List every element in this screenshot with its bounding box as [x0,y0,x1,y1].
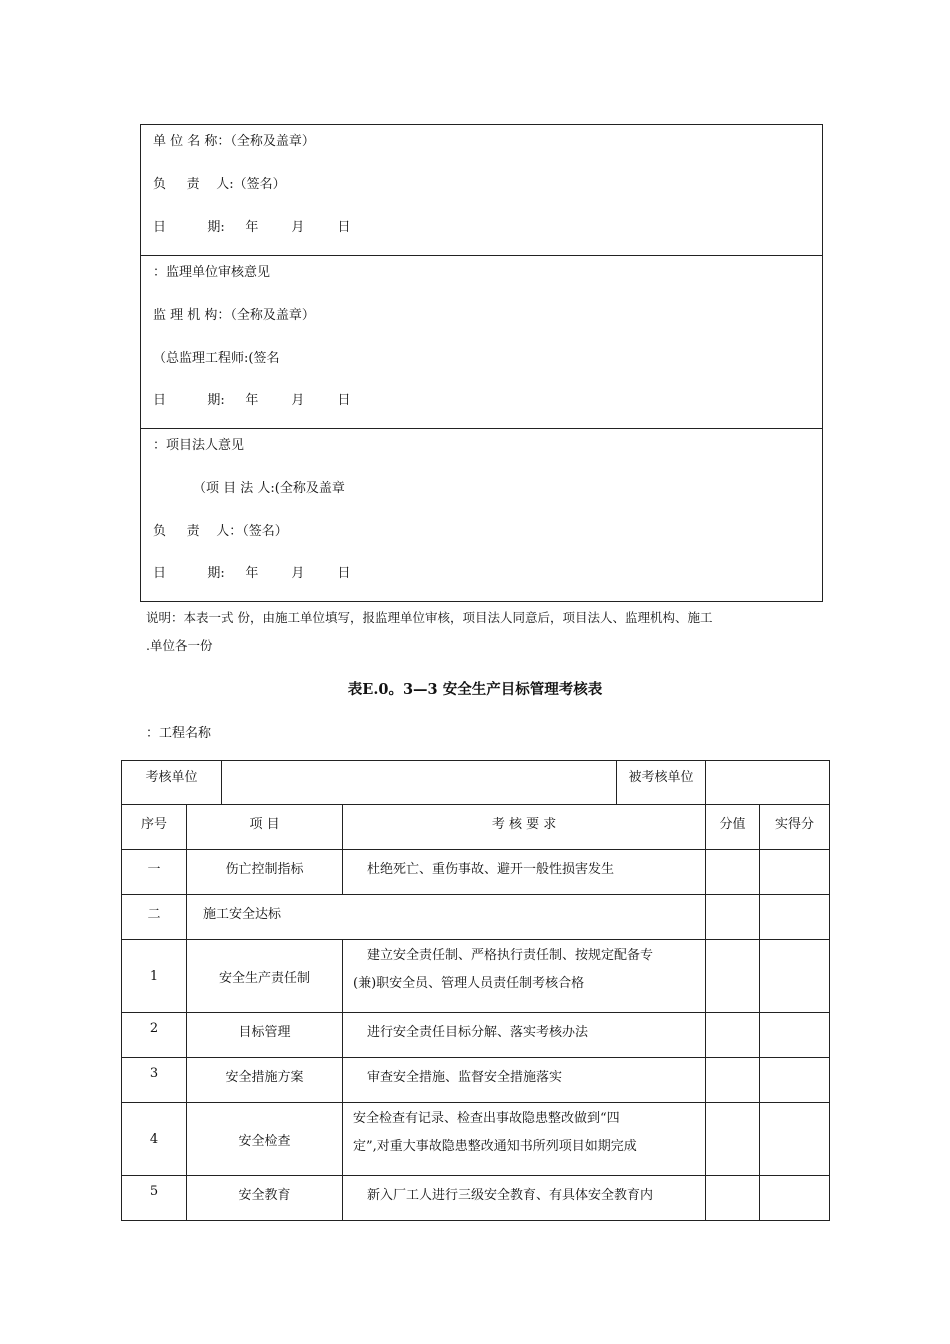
assessment-table [121,760,830,1221]
row-item: 安全措施方案 [187,1058,343,1103]
row-actual[interactable] [760,850,830,895]
table-row [122,940,830,1013]
table-row [122,850,830,895]
row-requirement: 新入厂工人进行三级安全教育、有具体安全教育内 [343,1176,706,1221]
chief-engineer-line: （总监理工程师:(签名 [153,351,280,366]
row-score[interactable] [706,1176,760,1221]
project-legal-heading: ：项目法人意见 [153,438,245,453]
responsible-line: 负 责 人:（签名） [153,177,286,192]
row-seq: 一 [122,850,187,895]
row-item: 安全教育 [187,1176,343,1221]
assessing-unit-label: 考核单位 [122,761,222,805]
table-row [122,1103,830,1176]
row-item: 安全检查 [187,1103,343,1176]
assessing-unit-value[interactable] [222,761,617,805]
project-name-label: ：工程名称 [146,726,212,741]
row-actual[interactable] [760,1013,830,1058]
row-actual[interactable] [760,1176,830,1221]
header-row [122,805,830,850]
row-requirement: 杜绝死亡、重伤事故、避开一般性损害发生 [343,850,706,895]
row-actual[interactable] [760,895,830,940]
row-item: 安全生产责任制 [187,940,343,1013]
row-score[interactable] [706,895,760,940]
row-seq: 5 [122,1176,187,1221]
row-score[interactable] [706,940,760,1013]
project-legal-section [140,428,823,602]
header-actual: 实得分 [760,805,830,850]
requirement-line: (兼)职安全员、管理人员责任制考核合格 [353,976,585,991]
header-score: 分值 [706,805,760,850]
construction-unit-section [140,124,823,256]
supervision-section [140,255,823,429]
unit-name-line: 单 位 名 称：（全称及盖章） [153,134,315,149]
table-row [122,1176,830,1221]
row-score[interactable] [706,1058,760,1103]
row-requirement: 进行安全责任目标分解、落实考核办法 [343,1013,706,1058]
row-seq: 3 [122,1058,187,1103]
requirement-line: 安全检查有记录、检查出事故隐患整改做到“四 [353,1111,620,1126]
supervision-agency-line: 监 理 机 构：（全称及盖章） [153,308,315,323]
supervision-date-line: 日 期: 年 月 日 [153,393,351,408]
table-row [122,895,830,940]
row-seq: 4 [122,1103,187,1176]
row-requirement [343,1103,706,1176]
table-row [122,1013,830,1058]
row-seq: 1 [122,940,187,1013]
row-actual[interactable] [760,1058,830,1103]
table-row [122,1058,830,1103]
assessed-unit-value[interactable] [706,761,830,805]
row-score[interactable] [706,1013,760,1058]
legal-person-line: （项 目 法 人:(全称及盖章 [193,481,345,496]
note-line-2: .单位各一份 [146,638,213,653]
date-line: 日 期: 年 月 日 [153,220,351,235]
header-requirement: 考 核 要 求 [343,805,706,850]
assessed-unit-label: 被考核单位 [617,761,706,805]
row-item: 施工安全达标 [187,895,706,940]
row-requirement [343,940,706,1013]
header-seq: 序号 [122,805,187,850]
table-title: 表E.0。3—3 安全生产目标管理考核表 [347,681,603,698]
row-item: 伤亡控制指标 [187,850,343,895]
row-actual[interactable] [760,1103,830,1176]
legal-responsible-line: 负 责 人：（签名） [153,524,288,539]
legal-date-line: 日 期: 年 月 日 [153,566,351,581]
note-line-1: 说明：本表一式 份，由施工单位填写，报监理单位审核，项目法人同意后，项目法人、监理机构、施工 [146,610,713,625]
header-item: 项 目 [187,805,343,850]
row-seq: 2 [122,1013,187,1058]
row-actual[interactable] [760,940,830,1013]
row-score[interactable] [706,850,760,895]
row-score[interactable] [706,1103,760,1176]
requirement-line: 建立安全责任制、严格执行责任制、按规定配备专 [367,948,654,963]
row-requirement: 审查安全措施、监督安全措施落实 [343,1058,706,1103]
requirement-line: 定”,对重大事故隐患整改通知书所列项目如期完成 [353,1139,637,1154]
row-item: 目标管理 [187,1013,343,1058]
supervision-heading: ：监理单位审核意见 [153,265,271,280]
unit-row [122,761,830,805]
row-seq: 二 [122,895,187,940]
